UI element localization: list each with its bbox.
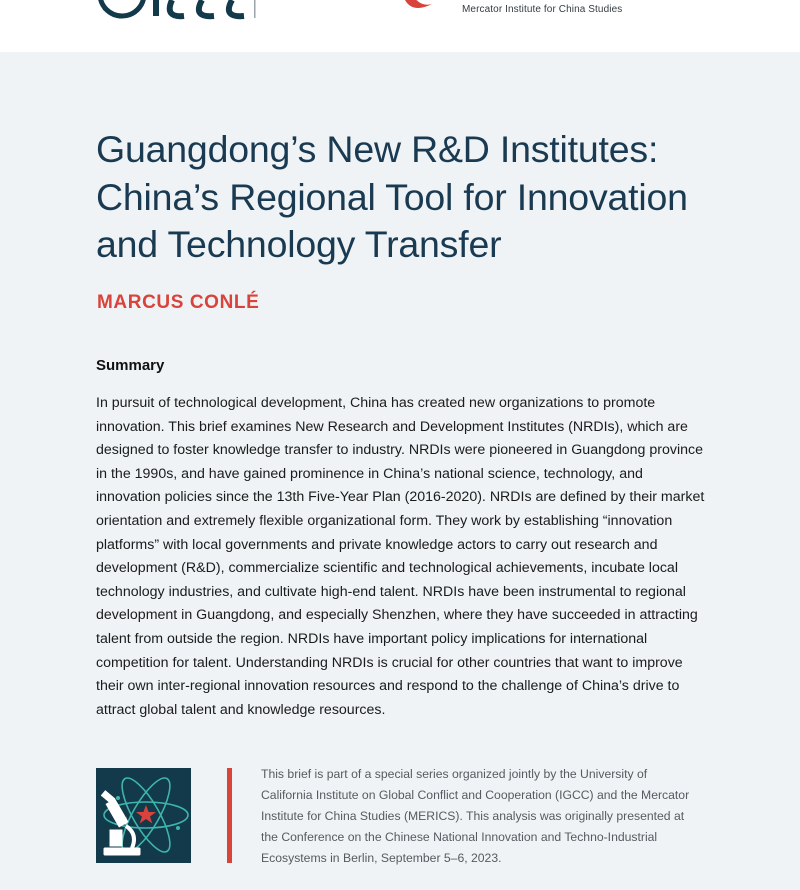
- header-bar: [0, 0, 800, 52]
- merics-logo-text: Mercator Institute for China Studies: [462, 4, 623, 15]
- merics-logo-icon: [398, 0, 440, 16]
- summary-heading: Summary: [96, 357, 165, 374]
- author-name: MARCUS CONLÉ: [97, 292, 260, 313]
- series-note: This brief is part of a special series organized jointly by the University of California Institute on Global Conflict and Cooperation (IGCC) and the Mercator Institute for China Studies (MERICS). This analysis was originally presented at the Conference on the Chinese National Innovation and Techno-Industrial Ecosystems in Berlin, September 5–6, 2023.: [261, 767, 690, 865]
- microscope-atom-icon: [96, 768, 191, 863]
- summary-text: In pursuit of technological development, China has created new organizations to promote innovation. This brief examines New Research and Development Institutes (NRDIs), which are designed to foster knowledge transfer to industry. NRDIs were pioneered in Guangdong province in the 1990s, and have gained prominence in China’s national science, technology, and innovation policies since the 13th Five-Year Plan (2016-2020). NRDIs are defined by their market orientation and extremely flexible organizational form. They work by establishing “innovation platforms” with local governments and private knowledge actors to carry out research and development (R&D), commercialize scientific and technological achievements, incubate local technology industries, and cultivate high-end talent. NRDIs have been instrumental to regional development in Guangdong, and especially Shenzhen, where they have succeeded in attracting talent from outside the region. NRDIs have important policy implications for international competition for talent. Understanding NRDIs is crucial for other countries that want to improve their own inter-regional innovation resources and respond to the challenge of China’s drive to attract global talent and knowledge resources.: [96, 395, 705, 718]
- page-title: Guangdong’s New R&D Institutes: China’s Regional Tool for Innovation and Technology Transfer: [96, 128, 688, 265]
- igcc-seal-icon: [94, 0, 264, 20]
- accent-rule: [227, 768, 232, 863]
